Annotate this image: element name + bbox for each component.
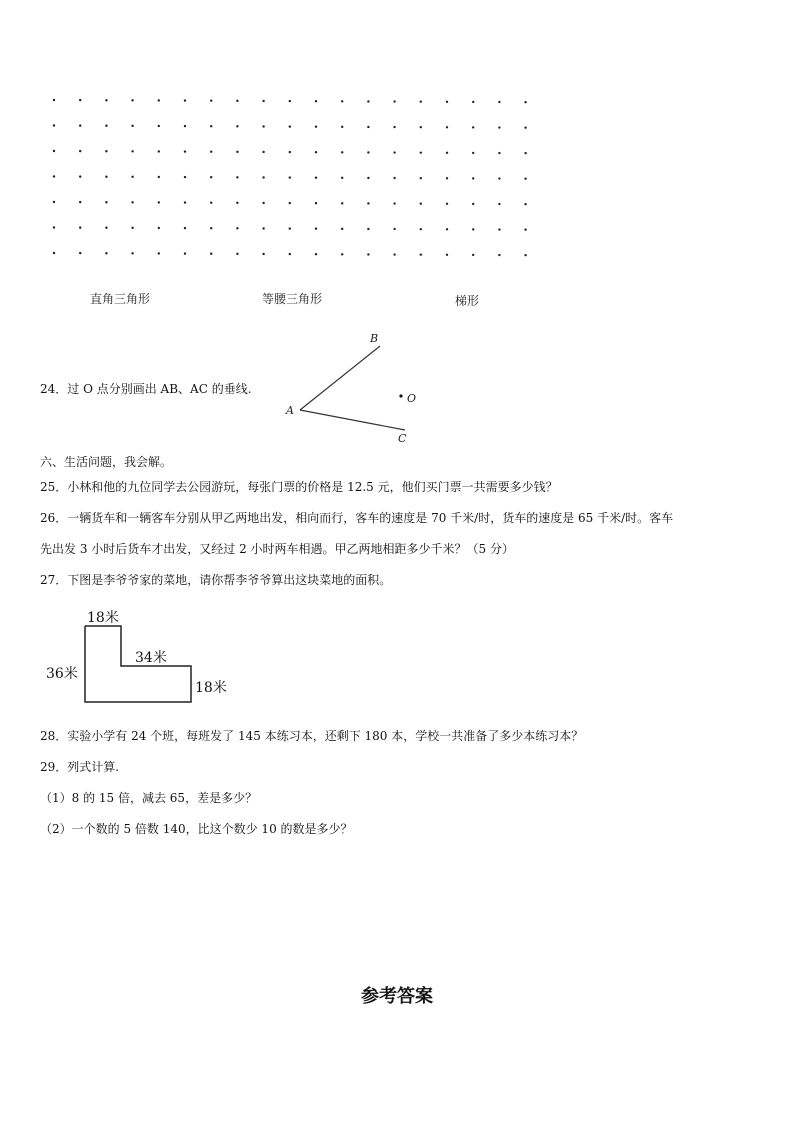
grid-dot (420, 202, 422, 204)
grid-dot (184, 99, 186, 101)
grid-dot (210, 253, 212, 255)
ray-ac (300, 410, 405, 430)
grid-dot (367, 177, 369, 179)
grid-dot (289, 227, 291, 229)
grid-dot (158, 252, 160, 254)
question-29-part-2: （2）一个数的 5 倍数 140，比这个数少 10 的数是多少？ (40, 822, 353, 836)
grid-dot (420, 177, 422, 179)
grid-dot (524, 152, 526, 154)
grid-dot (472, 177, 474, 179)
grid-dot (498, 152, 500, 154)
grid-dot (53, 252, 55, 254)
dim-right: 18米 (195, 680, 227, 696)
question-29: 29．列式计算. (40, 760, 120, 774)
grid-dot (524, 101, 526, 103)
question-27: 27．下图是李爷爷家的菜地，请你帮李爷爷算出这块菜地的面积。 (40, 573, 392, 587)
grid-dot (236, 227, 238, 229)
grid-dot (289, 202, 291, 204)
grid-dot (393, 202, 395, 204)
grid-dot (158, 227, 160, 229)
label-point-o: O (407, 392, 417, 405)
grid-dot (236, 100, 238, 102)
field-figure (44, 606, 244, 710)
label-point-c: C (398, 432, 407, 445)
grid-dot (393, 126, 395, 128)
grid-dot (131, 201, 133, 203)
grid-dot (498, 203, 500, 205)
grid-dot (262, 125, 264, 127)
grid-dot (79, 226, 81, 228)
ray-ab (300, 346, 380, 410)
grid-dot (105, 125, 107, 127)
grid-dot (53, 226, 55, 228)
grid-dot (105, 227, 107, 229)
section-6-heading: 六、生活问题，我会解。 (40, 455, 173, 469)
grid-dot (262, 151, 264, 153)
question-24: 24．过 O 点分别画出 AB、AC 的垂线. (40, 382, 252, 396)
grid-dot (262, 202, 264, 204)
dot-grid (44, 90, 544, 260)
grid-dot (393, 177, 395, 179)
grid-dot (210, 202, 212, 204)
grid-dot (446, 228, 448, 230)
question-28: 28．实验小学有 24 个班，每班发了 145 本练习本，还剩下 180 本，学校一共准备了多少本练习本？ (40, 729, 584, 743)
grid-dot (184, 150, 186, 152)
grid-dot (79, 124, 81, 126)
grid-dot (210, 151, 212, 153)
grid-dot (524, 126, 526, 128)
dim-left: 36米 (46, 666, 78, 682)
grid-dot (393, 151, 395, 153)
grid-dot (184, 252, 186, 254)
grid-dot (289, 176, 291, 178)
grid-dot (446, 177, 448, 179)
grid-dot (79, 175, 81, 177)
grid-dot (524, 177, 526, 179)
grid-dot (367, 228, 369, 230)
grid-dot (105, 252, 107, 254)
grid-dot (53, 124, 55, 126)
grid-dot (79, 252, 81, 254)
grid-dot (131, 125, 133, 127)
grid-dot (158, 125, 160, 127)
grid-dot (131, 227, 133, 229)
grid-dot (105, 176, 107, 178)
label-point-b: B (370, 332, 379, 345)
grid-dot (472, 228, 474, 230)
grid-dot (105, 150, 107, 152)
grid-dot (315, 126, 317, 128)
grid-dot (236, 125, 238, 127)
grid-dot (315, 228, 317, 230)
grid-dot (184, 201, 186, 203)
angle-figure (280, 328, 420, 448)
dim-middle: 34米 (135, 650, 167, 666)
grid-dot (262, 100, 264, 102)
grid-dot (262, 176, 264, 178)
question-26-line-1: 26．一辆货车和一辆客车分别从甲乙两地出发，相向而行，客车的速度是 70 千米/时，货车的速度是 65 千米/时。客车 (40, 511, 674, 525)
grid-dot (367, 202, 369, 204)
grid-dot (53, 201, 55, 203)
grid-dot (393, 253, 395, 255)
grid-dot (472, 126, 474, 128)
grid-dot (420, 228, 422, 230)
grid-dot (472, 152, 474, 154)
question-29-part-1: （1）8 的 15 倍，减去 65，差是多少？ (40, 791, 258, 805)
label-point-a: A (286, 404, 294, 417)
grid-dot (184, 227, 186, 229)
grid-dot (341, 126, 343, 128)
grid-dot (210, 100, 212, 102)
grid-dot (289, 125, 291, 127)
grid-dot (236, 176, 238, 178)
grid-dot (341, 228, 343, 230)
grid-dot (446, 126, 448, 128)
grid-dot (289, 100, 291, 102)
grid-dot (131, 176, 133, 178)
grid-dot (131, 252, 133, 254)
grid-dot (472, 101, 474, 103)
grid-dot (524, 203, 526, 205)
grid-dot (158, 201, 160, 203)
grid-dot (210, 125, 212, 127)
grid-dot (446, 203, 448, 205)
grid-dot (446, 101, 448, 103)
grid-dot (341, 100, 343, 102)
dot-grid-svg (44, 90, 544, 260)
dim-top: 18米 (87, 610, 119, 626)
grid-dot (393, 228, 395, 230)
grid-dot (236, 253, 238, 255)
grid-dot (315, 100, 317, 102)
grid-dot (236, 202, 238, 204)
grid-dot (262, 253, 264, 255)
grid-dot (53, 175, 55, 177)
grid-dot (184, 125, 186, 127)
grid-dot (367, 126, 369, 128)
grid-dot (420, 151, 422, 153)
grid-dot (420, 100, 422, 102)
grid-dot (289, 253, 291, 255)
grid-dot (210, 227, 212, 229)
grid-dot (315, 177, 317, 179)
grid-dot (498, 126, 500, 128)
point-o (399, 394, 402, 397)
grid-dot (472, 203, 474, 205)
answer-title: 参考答案 (361, 986, 433, 1007)
grid-dot (79, 150, 81, 152)
grid-dot (367, 253, 369, 255)
grid-dot (184, 176, 186, 178)
grid-dot (367, 100, 369, 102)
grid-dot (79, 99, 81, 101)
grid-dot (53, 99, 55, 101)
grid-dot (131, 150, 133, 152)
grid-dot (524, 228, 526, 230)
grid-dot (498, 254, 500, 256)
grid-dot (315, 202, 317, 204)
grid-dot (446, 152, 448, 154)
question-26-line-2: 先出发 3 小时后货车才出发，又经过 2 小时两车相遇。甲乙两地相距多少千米？（5 分） (40, 542, 514, 556)
grid-dot (341, 151, 343, 153)
grid-dot (289, 151, 291, 153)
grid-dot (105, 99, 107, 101)
grid-dot (498, 177, 500, 179)
grid-dot (472, 254, 474, 256)
grid-dot (53, 150, 55, 152)
grid-dot (341, 253, 343, 255)
grid-dot (236, 151, 238, 153)
grid-dot (498, 101, 500, 103)
grid-dot (79, 201, 81, 203)
grid-dot (105, 201, 107, 203)
label-isosceles-triangle: 等腰三角形 (262, 292, 323, 306)
grid-dot (158, 176, 160, 178)
grid-dot (341, 202, 343, 204)
grid-dot (158, 150, 160, 152)
grid-dot (446, 254, 448, 256)
grid-dot (498, 228, 500, 230)
grid-dot (420, 126, 422, 128)
question-25: 25．小林和他的九位同学去公园游玩，每张门票的价格是 12.5 元，他们买门票一共需要多少钱？ (40, 480, 558, 494)
label-right-triangle: 直角三角形 (90, 292, 151, 306)
grid-dot (262, 227, 264, 229)
grid-dot (420, 253, 422, 255)
grid-dot (367, 151, 369, 153)
grid-dot (393, 100, 395, 102)
label-trapezoid: 梯形 (455, 294, 480, 308)
grid-dot (210, 176, 212, 178)
grid-dot (341, 177, 343, 179)
grid-dot (158, 99, 160, 101)
grid-dot (524, 254, 526, 256)
grid-dot (315, 253, 317, 255)
grid-dot (131, 99, 133, 101)
grid-dot (315, 151, 317, 153)
